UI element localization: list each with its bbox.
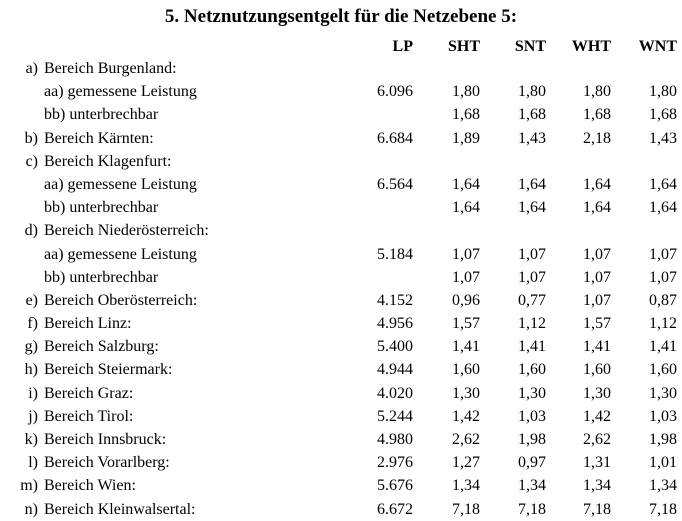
cell-wnt: 1,03: [649, 407, 677, 425]
cell-lp: 5.400: [377, 338, 413, 356]
cell-snt: 1,64: [518, 199, 546, 217]
row-label: Bereich Burgenland:: [44, 60, 177, 77]
cell-wht: 1,30: [583, 384, 611, 402]
cell-lp: 4.020: [377, 384, 413, 402]
cell-wnt: 1,80: [649, 83, 677, 101]
table-row: [0, 474, 682, 497]
cell-snt: 1,12: [518, 315, 546, 333]
cell-lp: 6.564: [377, 175, 413, 193]
cell-lp: 4.980: [377, 431, 413, 448]
cell-wht: 1,31: [583, 454, 611, 472]
cell-sht: 1,89: [452, 129, 480, 147]
cell-sht: 7,18: [452, 500, 480, 518]
row-sublabel: bb) unterbrechbar: [44, 199, 159, 217]
row-letter: k): [24, 431, 38, 448]
cell-snt: 1,43: [518, 129, 546, 147]
cell-wnt: 1,34: [649, 477, 677, 495]
cell-snt: 1,68: [518, 106, 546, 124]
cell-wnt: 1,64: [649, 199, 677, 217]
cell-wnt: 1,68: [649, 106, 677, 124]
cell-wht: 1,57: [583, 315, 611, 333]
cell-snt: 1,07: [518, 245, 546, 263]
row-sublabel: bb) unterbrechbar: [44, 268, 159, 286]
cell-wht: 7,18: [583, 500, 611, 518]
table-row: [0, 173, 682, 196]
cell-sht: 1,64: [452, 175, 480, 193]
table-row: [0, 428, 682, 451]
cell-sht: 1,60: [452, 361, 480, 379]
table-row: [0, 335, 682, 358]
table-row: [0, 103, 682, 126]
cell-lp: 2.976: [377, 454, 413, 472]
cell-sht: 1,07: [452, 268, 480, 286]
cell-wht: 1,42: [583, 407, 611, 425]
cell-snt: 0,97: [518, 454, 546, 472]
row-letter: h): [24, 361, 38, 379]
cell-lp: 4.152: [377, 291, 413, 309]
cell-wht: 1,41: [583, 338, 611, 356]
cell-wht: 1,07: [583, 245, 611, 263]
row-letter: n): [24, 500, 38, 518]
row-label: Bereich Kleinwalsertal:: [44, 500, 196, 518]
cell-sht: 1,34: [452, 477, 480, 495]
row-letter: e): [25, 291, 38, 309]
cell-snt: 7,18: [518, 500, 546, 518]
cell-lp: 6.096: [377, 83, 413, 101]
cell-snt: 0,77: [518, 291, 546, 309]
table-row: [0, 243, 682, 266]
cell-sht: 1,57: [452, 315, 480, 333]
row-sublabel: aa) gemessene Leistung: [44, 175, 197, 193]
row-label: Bereich Kärnten:: [44, 129, 154, 147]
cell-wht: 1,80: [583, 83, 611, 101]
row-letter: b): [24, 129, 38, 147]
table-row: [0, 498, 682, 521]
table-row: [0, 80, 682, 103]
cell-lp: 5.676: [377, 477, 413, 495]
cell-sht: 1,41: [452, 338, 480, 356]
row-label: Bereich Vorarlberg:: [44, 454, 170, 472]
cell-sht: 0,96: [452, 291, 480, 309]
row-letter: j): [28, 407, 38, 425]
column-header-wnt: WNT: [638, 38, 677, 55]
cell-snt: 1,41: [518, 338, 546, 356]
row-label: Bereich Klagenfurt:: [44, 152, 172, 170]
column-header-wht: WHT: [571, 38, 611, 55]
cell-snt: 1,98: [518, 431, 546, 448]
table-row: [0, 57, 682, 80]
row-letter: i): [28, 384, 38, 402]
cell-wht: 1,60: [583, 361, 611, 379]
cell-wnt: 1,41: [649, 338, 677, 356]
cell-wnt: 1,64: [649, 175, 677, 193]
row-letter: d): [24, 222, 38, 240]
row-label: Bereich Niederösterreich:: [44, 222, 209, 240]
table-row: [0, 266, 682, 289]
cell-sht: 1,42: [452, 407, 480, 425]
row-letter: f): [27, 315, 38, 333]
cell-wht: 1,07: [583, 291, 611, 309]
row-label: Bereich Steiermark:: [44, 361, 173, 379]
table-row: [0, 196, 682, 219]
cell-wnt: 1,60: [649, 361, 677, 379]
row-letter: l): [28, 454, 38, 472]
table-row: [0, 289, 682, 312]
table-row: [0, 358, 682, 381]
cell-wnt: 1,12: [649, 315, 677, 333]
row-letter: g): [24, 338, 38, 356]
column-header-lp: LP: [392, 38, 413, 55]
row-label: Bereich Tirol:: [44, 407, 134, 425]
cell-lp: 5.244: [377, 407, 413, 425]
cell-wnt: 1,43: [649, 129, 677, 147]
column-header-sht: SHT: [447, 38, 480, 55]
row-sublabel: bb) unterbrechbar: [44, 106, 159, 124]
table-row: [0, 150, 682, 173]
row-letter: c): [25, 152, 38, 170]
cell-wnt: 1,98: [649, 431, 677, 448]
row-label: Bereich Wien:: [44, 477, 136, 495]
cell-snt: 1,30: [518, 384, 546, 402]
cell-wht: 1,64: [583, 199, 611, 217]
cell-snt: 1,60: [518, 361, 546, 379]
cell-sht: 1,68: [452, 106, 480, 124]
cell-snt: 1,34: [518, 477, 546, 495]
table-row: [0, 405, 682, 428]
cell-wnt: 1,01: [649, 454, 677, 472]
cell-sht: 2,62: [452, 431, 480, 448]
cell-snt: 1,07: [518, 268, 546, 286]
cell-wht: 2,62: [583, 431, 611, 448]
row-label: Bereich Innsbruck:: [44, 431, 167, 448]
row-label: Bereich Salzburg:: [44, 338, 159, 356]
cell-sht: 1,30: [452, 384, 480, 402]
table-row: [0, 219, 682, 242]
table-row: [0, 451, 682, 474]
cell-wnt: 7,18: [649, 500, 677, 518]
cell-sht: 1,27: [452, 454, 480, 472]
page-title: 5. Netznutzungsentgelt für die Netzebene 5:: [164, 6, 518, 27]
cell-wht: 1,07: [583, 268, 611, 286]
row-letter: m): [20, 477, 38, 495]
cell-lp: 4.956: [377, 315, 413, 333]
cell-wnt: 1,07: [649, 268, 677, 286]
cell-lp: 5.184: [377, 245, 413, 263]
cell-wht: 1,34: [583, 477, 611, 495]
row-letter: a): [25, 60, 38, 77]
row-label: Bereich Graz:: [44, 384, 134, 402]
table-row: [0, 312, 682, 335]
cell-wht: 2,18: [583, 129, 611, 147]
cell-wnt: 1,07: [649, 245, 677, 263]
cell-wnt: 1,30: [649, 384, 677, 402]
cell-sht: 1,07: [452, 245, 480, 263]
cell-wht: 1,64: [583, 175, 611, 193]
cell-wnt: 0,87: [649, 291, 677, 309]
cell-sht: 1,64: [452, 199, 480, 217]
row-label: Bereich Oberösterreich:: [44, 291, 198, 309]
cell-snt: 1,03: [518, 407, 546, 425]
cell-lp: 4.944: [377, 361, 413, 379]
cell-lp: 6.672: [377, 500, 413, 518]
tariff-table: [0, 57, 682, 521]
cell-lp: 6.684: [377, 129, 413, 147]
cell-snt: 1,80: [518, 83, 546, 101]
row-label: Bereich Linz:: [44, 315, 132, 333]
table-row: [0, 127, 682, 150]
row-sublabel: aa) gemessene Leistung: [44, 245, 197, 263]
table-row: [0, 382, 682, 405]
cell-snt: 1,64: [518, 175, 546, 193]
cell-sht: 1,80: [452, 83, 480, 101]
table-header: [0, 36, 682, 58]
column-header-snt: SNT: [514, 38, 546, 55]
row-sublabel: aa) gemessene Leistung: [44, 83, 197, 101]
cell-wht: 1,68: [583, 106, 611, 124]
